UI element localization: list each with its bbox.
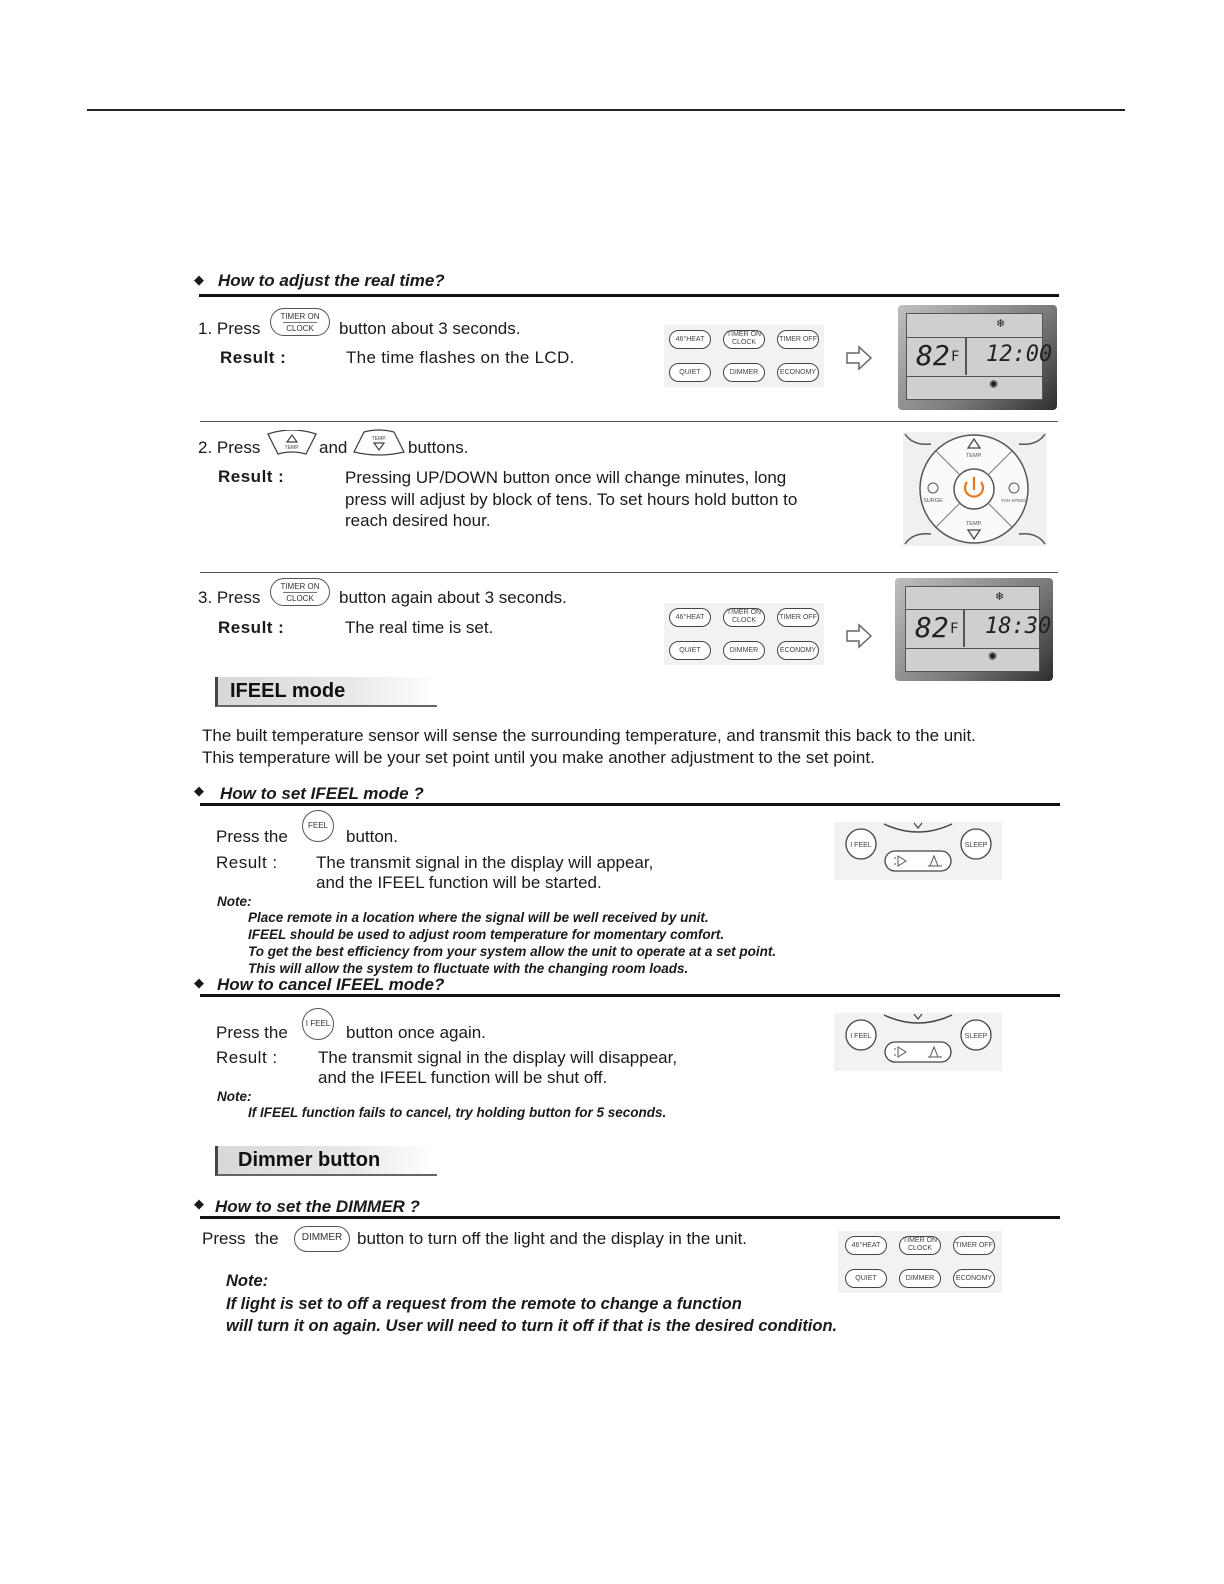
ifeel-cancel-after: button once again.	[346, 1023, 486, 1042]
dimmer-banner: Dimmer button	[215, 1146, 437, 1176]
real-time-heading: How to adjust the real time?	[218, 271, 445, 290]
section-rule	[200, 994, 1060, 997]
ifeel-set-press: Press the	[216, 827, 288, 846]
ifeel-banner: IFEEL mode	[215, 677, 437, 707]
step2-after: buttons.	[408, 438, 469, 457]
economy-button: ECONOMY	[777, 641, 819, 660]
dimmer-button: DIMMER	[294, 1226, 350, 1252]
step1-result-label: Result :	[220, 348, 287, 367]
step1-after: button about 3 seconds.	[339, 319, 521, 338]
dimmer-after: button to turn off the light and the display in the unit.	[357, 1229, 748, 1248]
svg-text:TEMP.: TEMP.	[965, 453, 983, 459]
timer-off-button: TIMER OFF	[777, 330, 819, 349]
ifeel-note-label: Note:	[217, 894, 252, 909]
dimmer-note: If light is set to off a request from the remote to change a function will turn it on again. User will need to turn it off if that is the desired condition.	[226, 1295, 838, 1335]
svg-text:FAN SPEED: FAN SPEED	[1001, 498, 1027, 503]
lcd-temp: 82	[916, 339, 950, 372]
ifeel-cancel-note-label: Note:	[217, 1089, 252, 1104]
snowflake-icon: ❄	[995, 591, 1005, 603]
heat-button: 46°HEAT	[845, 1236, 887, 1255]
remote-button-panel	[664, 325, 824, 387]
dimmer-press: Press the	[202, 1229, 279, 1248]
quiet-button: QUIET	[845, 1269, 887, 1288]
snowflake-icon: ❄	[996, 318, 1006, 330]
ifeel-button: FEEL	[302, 810, 334, 842]
svg-text:TEMP.: TEMP.	[284, 445, 300, 451]
section-rule	[199, 294, 1059, 297]
lcd-unit: F	[950, 621, 959, 637]
step2-result-label: Result :	[218, 467, 285, 486]
bullet-diamond: ◆	[194, 1196, 204, 1211]
header-rule	[87, 109, 1125, 111]
svg-text:TEMP.: TEMP.	[965, 521, 983, 527]
svg-text:SURGE: SURGE	[923, 498, 943, 504]
lcd-display	[898, 305, 1057, 410]
timer-on-button: TIMER ON CLOCK	[723, 608, 765, 627]
fan-icon: ✺	[988, 651, 998, 663]
quiet-button: QUIET	[669, 363, 711, 382]
ifeel-set-heading: How to set IFEEL mode ?	[220, 784, 424, 803]
lcd-temp: 82	[915, 611, 949, 644]
dimmer-button: DIMMER	[899, 1269, 941, 1288]
step1-press: 1. Press	[198, 319, 261, 338]
step3-result-label: Result :	[218, 618, 285, 637]
step2-result-text: Pressing UP/DOWN button once will change minutes, long press will adjust by block of tens. To set hours hold button to reach desired hour.	[345, 468, 798, 530]
dimmer-heading: How to set the DIMMER ?	[215, 1197, 420, 1216]
ifeel-cancel-result-label: Result :	[216, 1048, 278, 1067]
right-arrow-icon	[845, 623, 873, 649]
remote-dpad	[903, 432, 1047, 546]
lcd-unit: F	[951, 349, 960, 365]
step1-result-text: The time flashes on the LCD.	[346, 348, 575, 367]
step3-result-text: The real time is set.	[345, 618, 494, 637]
right-arrow-icon	[845, 345, 873, 371]
section-rule	[200, 803, 1060, 806]
timer-on-clock-button: TIMER ON CLOCK	[270, 578, 330, 606]
fan-icon: ✺	[989, 379, 999, 391]
economy-button: ECONOMY	[953, 1269, 995, 1288]
step-divider	[200, 572, 1058, 573]
ifeel-remote-panel	[834, 822, 1002, 880]
lcd-display	[895, 578, 1053, 681]
lcd-time: 12:00	[986, 342, 1053, 367]
dimmer-button: DIMMER	[723, 641, 765, 660]
temp-down-button	[352, 428, 406, 456]
timer-off-button: TIMER OFF	[777, 608, 819, 627]
bullet-diamond: ◆	[194, 783, 204, 798]
heat-button: 46°HEAT	[669, 330, 711, 349]
bullet-diamond: ◆	[194, 975, 204, 990]
ifeel-set-result: The transmit signal in the display will appear, and the IFEEL function will be started.	[316, 853, 654, 892]
remote-button-panel	[838, 1231, 1002, 1293]
timer-on-clock-button: TIMER ON CLOCK	[270, 308, 330, 336]
timer-on-button: TIMER ON CLOCK	[899, 1236, 941, 1255]
bullet-diamond: ◆	[194, 272, 204, 287]
remote-button-panel	[664, 603, 824, 665]
ifeel-notes: Place remote in a location where the signal will be well received by unit. IFEEL should be used to adjust room temperature for momentary comfort. To get the best efficiency from your system allow the unit to operate at a set point. This will allow the system to fluctuate with the changing room loads.	[248, 910, 777, 976]
ifeel-set-after: button.	[346, 827, 398, 846]
svg-text:SLEEP: SLEEP	[964, 1033, 988, 1040]
ifeel-cancel-result: The transmit signal in the display will disappear, and the IFEEL function will be shut off.	[318, 1048, 678, 1087]
heat-button: 46°HEAT	[669, 608, 711, 627]
dimmer-button: DIMMER	[723, 363, 765, 382]
step-divider	[200, 421, 1058, 422]
svg-text:TEMP.: TEMP.	[371, 436, 387, 442]
step3-after: button again about 3 seconds.	[339, 588, 567, 607]
section-rule	[200, 1216, 1060, 1219]
svg-text:I FEEL: I FEEL	[850, 842, 872, 849]
ifeel-cancel-note: If IFEEL function fails to cancel, try holding button for 5 seconds.	[248, 1105, 667, 1120]
economy-button: ECONOMY	[777, 363, 819, 382]
ifeel-cancel-press: Press the	[216, 1023, 288, 1042]
temp-up-button	[266, 430, 318, 456]
timer-on-button: TIMER ON CLOCK	[723, 330, 765, 349]
ifeel-cancel-heading: How to cancel IFEEL mode?	[217, 975, 445, 994]
dimmer-note-label: Note:	[226, 1272, 269, 1290]
ifeel-set-result-label: Result :	[216, 853, 278, 872]
step2-and: and	[319, 438, 348, 457]
ifeel-intro: The built temperature sensor will sense the surrounding temperature, and transmit this back to the unit. This temperature will be your set point until you make another adjustment to the set point.	[202, 726, 976, 767]
quiet-button: QUIET	[669, 641, 711, 660]
step3-press: 3. Press	[198, 588, 261, 607]
ifeel-remote-panel	[834, 1013, 1002, 1071]
ifeel-button: I FEEL	[302, 1008, 334, 1040]
svg-text:SLEEP: SLEEP	[964, 842, 988, 849]
timer-off-button: TIMER OFF	[953, 1236, 995, 1255]
lcd-time: 18:30	[985, 614, 1052, 639]
svg-text:I FEEL: I FEEL	[850, 1033, 872, 1040]
step2-press: 2. Press	[198, 438, 261, 457]
